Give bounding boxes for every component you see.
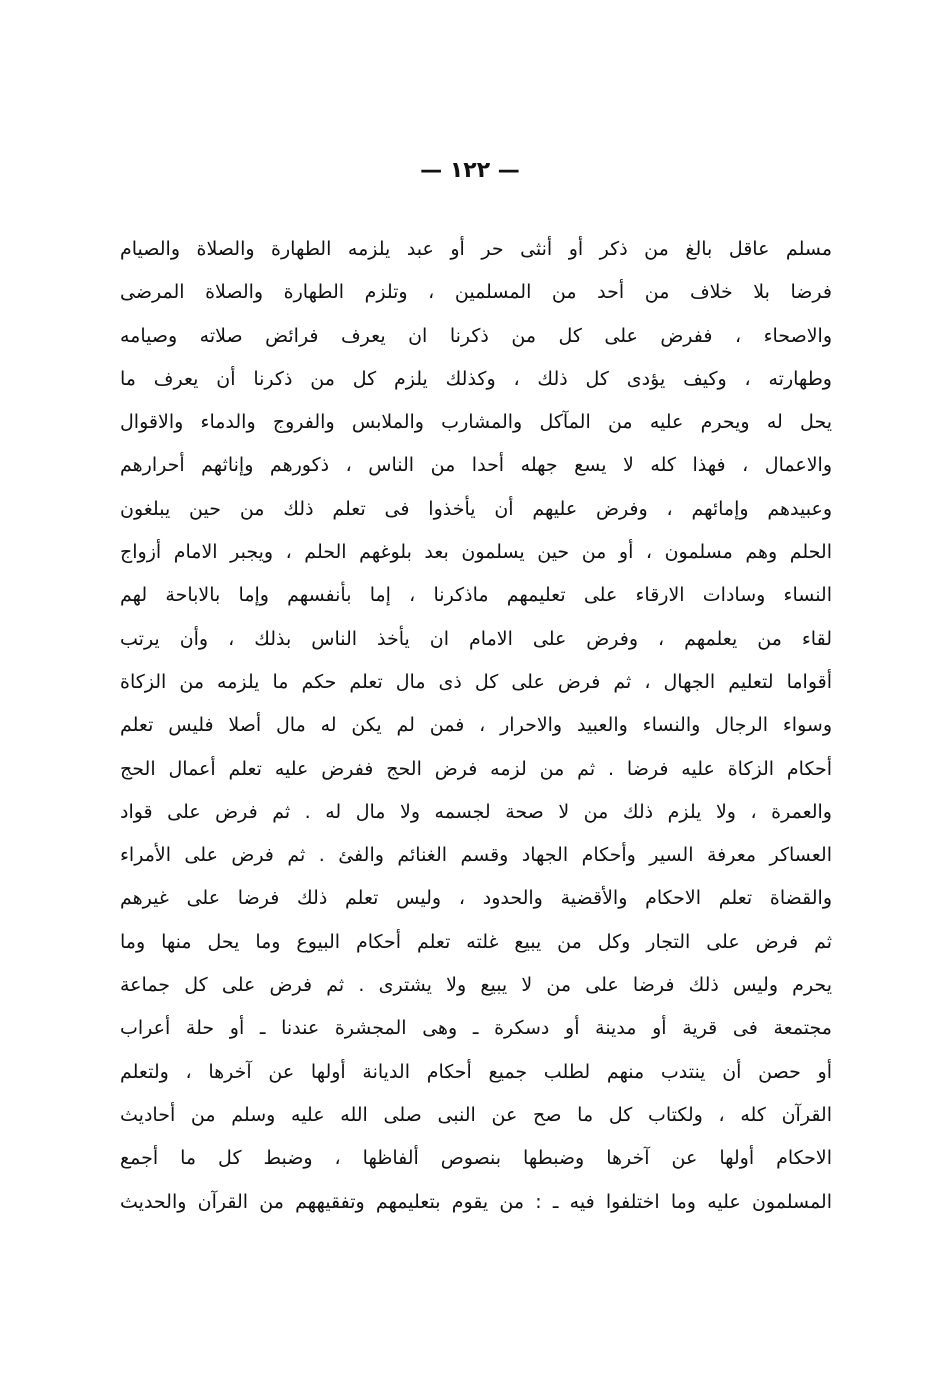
text-line: أحكام الزكاة عليه فرضا . ثم من لزمه فرض الحج ففرض عليه تعلم أعمال الحج (120, 757, 832, 780)
text-line: وطهارته ، وكيف يؤدى كل ذلك ، وكذلك يلزم كل من ذكرنا أن يعرف ما (120, 367, 832, 390)
text-line: والاصحاء ، ففرض على كل من ذكرنا ان يعرف فرائض صلاته وصيامه (120, 324, 832, 347)
text-line: والقضاة تعلم الاحكام والأقضية والحدود ، وليس تعلم ذلك فرضا على غيرهم (120, 887, 832, 910)
body-text (120, 228, 832, 1224)
page-number: — ١٢٢ — (420, 158, 520, 183)
text-line: يحل له ويحرم عليه من المآكل والمشارب والملابس والفروج والدماء والاقوال (120, 411, 832, 434)
text-line: أقواما لتعليم الجهال ، ثم فرض على كل ذى مال تعلم حكم ما يلزمه من الزكاة (120, 670, 832, 693)
text-line: العساكر معرفة السير وأحكام الجهاد وقسم الغنائم والفئ . ثم فرض على الأمراء (120, 844, 832, 867)
text-line: يحرم وليس ذلك فرضا على من لا يبيع ولا يشترى . ثم فرض على كل جماعة (120, 974, 832, 997)
text-line: أو حصن أن ينتدب منهم لطلب جميع أحكام الديانة أولها عن آخرها ، ولتعلم (120, 1060, 832, 1083)
text-line: الاحكام أولها عن آخرها وضبطها بنصوص ألفاظها ، وضبط كل ما أجمع (120, 1147, 832, 1170)
text-line: القرآن كله ، ولكتاب كل ما صح عن النبى صلى الله عليه وسلم من أحاديث (120, 1103, 832, 1126)
text-line: المسلمون عليه وما اختلفوا فيه ـ : من يقوم بتعليمهم وتفقيههم من القرآن والحديث (120, 1190, 832, 1213)
text-line: وعبيدهم وإمائهم ، وفرض عليهم أن يأخذوا فى تعلم ذلك من حين يبلغون (120, 497, 832, 520)
text-line: مجتمعة فى قرية أو مدينة أو دسكرة ـ وهى المجشرة عندنا ـ أو حلة أعراب (120, 1017, 832, 1040)
text-line: مسلم عاقل بالغ من ذكر أو أنثى حر أو عبد يلزمه الطهارة والصلاة والصيام (120, 238, 832, 260)
text-line: وسواء الرجال والنساء والعبيد والاحرار ، فمن لم يكن له مال أصلا فليس تعلم (120, 714, 832, 737)
text-line: النساء وسادات الارقاء على تعليمهم ماذكرنا ، إما بأنفسهم وإما بالاباحة لهم (120, 584, 832, 607)
text-line: والعمرة ، ولا يلزم ذلك من لا صحة لجسمه ولا مال له . ثم فرض على قواد (120, 800, 832, 823)
text-line: لقاء من يعلمهم ، وفرض على الامام ان يأخذ الناس بذلك ، وأن يرتب (120, 627, 832, 650)
text-line: ثم فرض على التجار وكل من يبيع غلته تعلم أحكام البيوع وما يحل منها وما (120, 930, 832, 953)
text-line: والاعمال ، فهذا كله لا يسع جهله أحدا من الناس ، ذكورهم وإناثهم أحرارهم (120, 454, 832, 477)
text-line: فرضا بلا خلاف من أحد من المسلمين ، وتلزم الطهارة والصلاة المرضى (120, 281, 832, 304)
text-line: الحلم وهم مسلمون ، أو من حين يسلمون بعد بلوغهم الحلم ، ويجبر الامام أزواج (120, 541, 832, 564)
